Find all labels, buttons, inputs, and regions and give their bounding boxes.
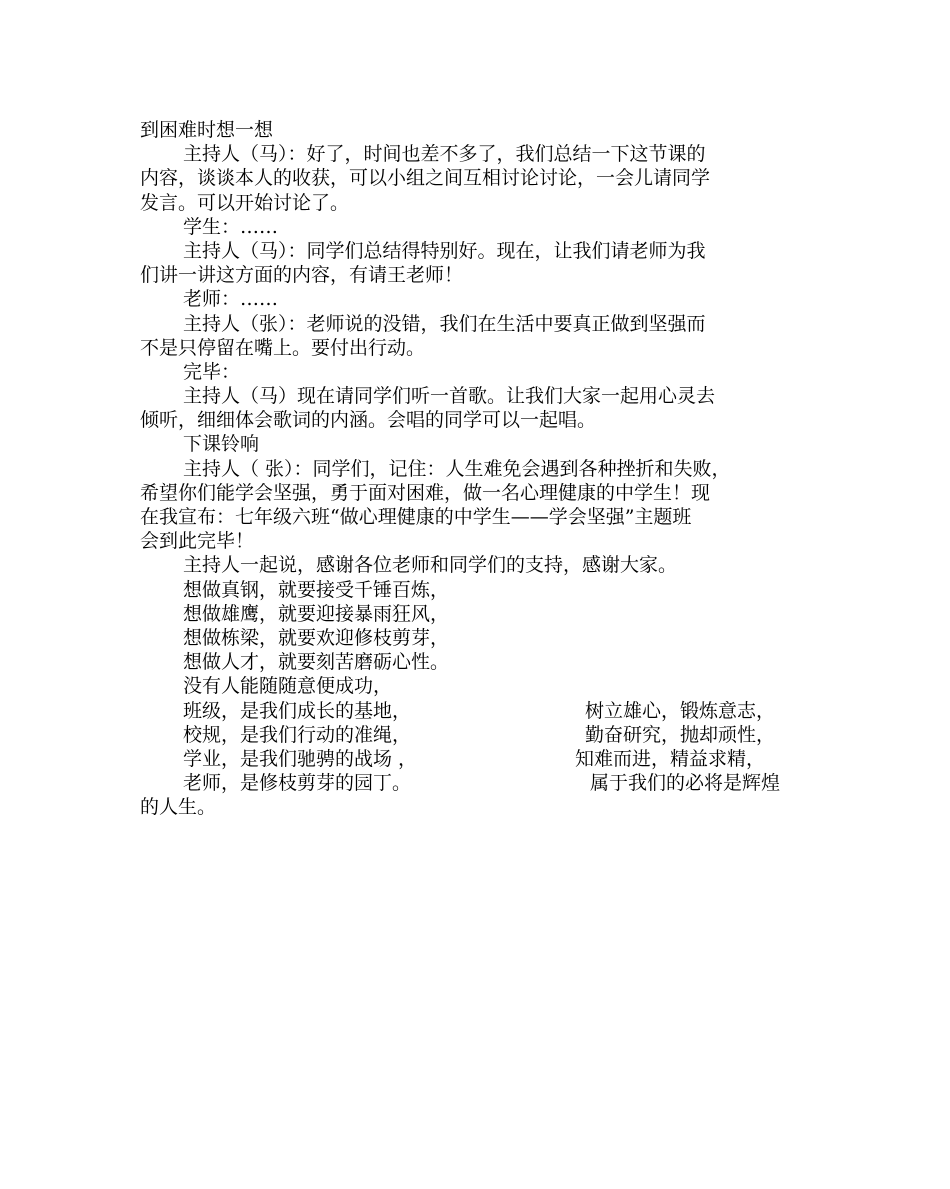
poem-pair-row [140,771,820,795]
text-line: 主持人（张）：老师说的没错，我们在生活中要真正做到坚强而 [183,312,706,335]
text-line: 完毕： [183,360,241,383]
poem-right: 树立雄心，锻炼意志， [585,699,776,722]
poem-pair-row [140,747,820,771]
text-line: 主持人一起说，感谢各位老师和同学们的支持，感谢大家。 [183,554,678,577]
text-line: 下课铃响 [183,433,260,456]
poem-pair-row [140,723,820,747]
text-line: 会到此完毕！ [140,530,255,553]
text-line: 内容，谈谈本人的收获，可以小组之间互相讨论讨论，一会儿请同学 [140,167,711,190]
poem-left: 校规，是我们行动的准绳， [183,723,412,746]
text-line: 希望你们能学会坚强，勇于面对困难，做一名心理健康的中学生！现 [140,481,711,504]
poem-line: 想做人才，就要刻苦磨砺心性。 [183,651,450,674]
text-line: 主持人（马）：同学们总结得特别好。现在，让我们请老师为我 [183,239,706,262]
poem-left: 班级，是我们成长的基地， [183,699,412,722]
poem-line: 没有人能随随意便成功， [183,675,393,698]
text-line: 倾听，细细体会歌词的内涵。会唱的同学可以一起唱。 [140,409,597,432]
poem-left: 学业，是我们驰骋的战场 ， [183,747,418,770]
poem-right: 属于我们的必将是辉煌 [590,772,781,795]
poem-right: 勤奋研究，抛却顽性， [585,723,776,746]
text-line: 学生：…… [183,215,279,238]
poem-line: 想做雄鹰，就要迎接暴雨狂风， [183,602,450,625]
text-line: 们讲一讲这方面的内容，有请王老师！ [140,264,464,287]
text-line: 到困难时想一想 [140,119,274,141]
text-line: 主持人（马）：好了，时间也差不多了，我们总结一下这节课的 [183,143,706,166]
text-line: 在我宣布：七年级六班“做心理健康的中学生——学会坚强”主题班 [140,506,692,528]
poem-line: 想做栋梁，就要欢迎修枝剪芽， [183,626,450,649]
text-line: 不是只停留在嘴上。要付出行动。 [140,336,426,359]
poem-right: 知难而进，精益求精， [575,747,766,770]
poem-line: 想做真钢，就要接受千锤百炼， [183,578,450,601]
text-line: 的人生。 [140,796,217,819]
text-line: 主持人（ 张）：同学们，记住：人生难免会遇到各种挫折和失败， [183,457,731,480]
poem-left: 老师，是修枝剪芽的园丁。 [183,772,412,795]
poem-pair-row [140,699,820,723]
text-line: 老师：…… [183,288,279,311]
text-line: 发言。可以开始讨论了。 [140,191,350,214]
document-body [140,118,820,819]
text-line: 主持人（马）现在请同学们听一首歌。让我们大家一起用心灵去 [183,385,716,408]
